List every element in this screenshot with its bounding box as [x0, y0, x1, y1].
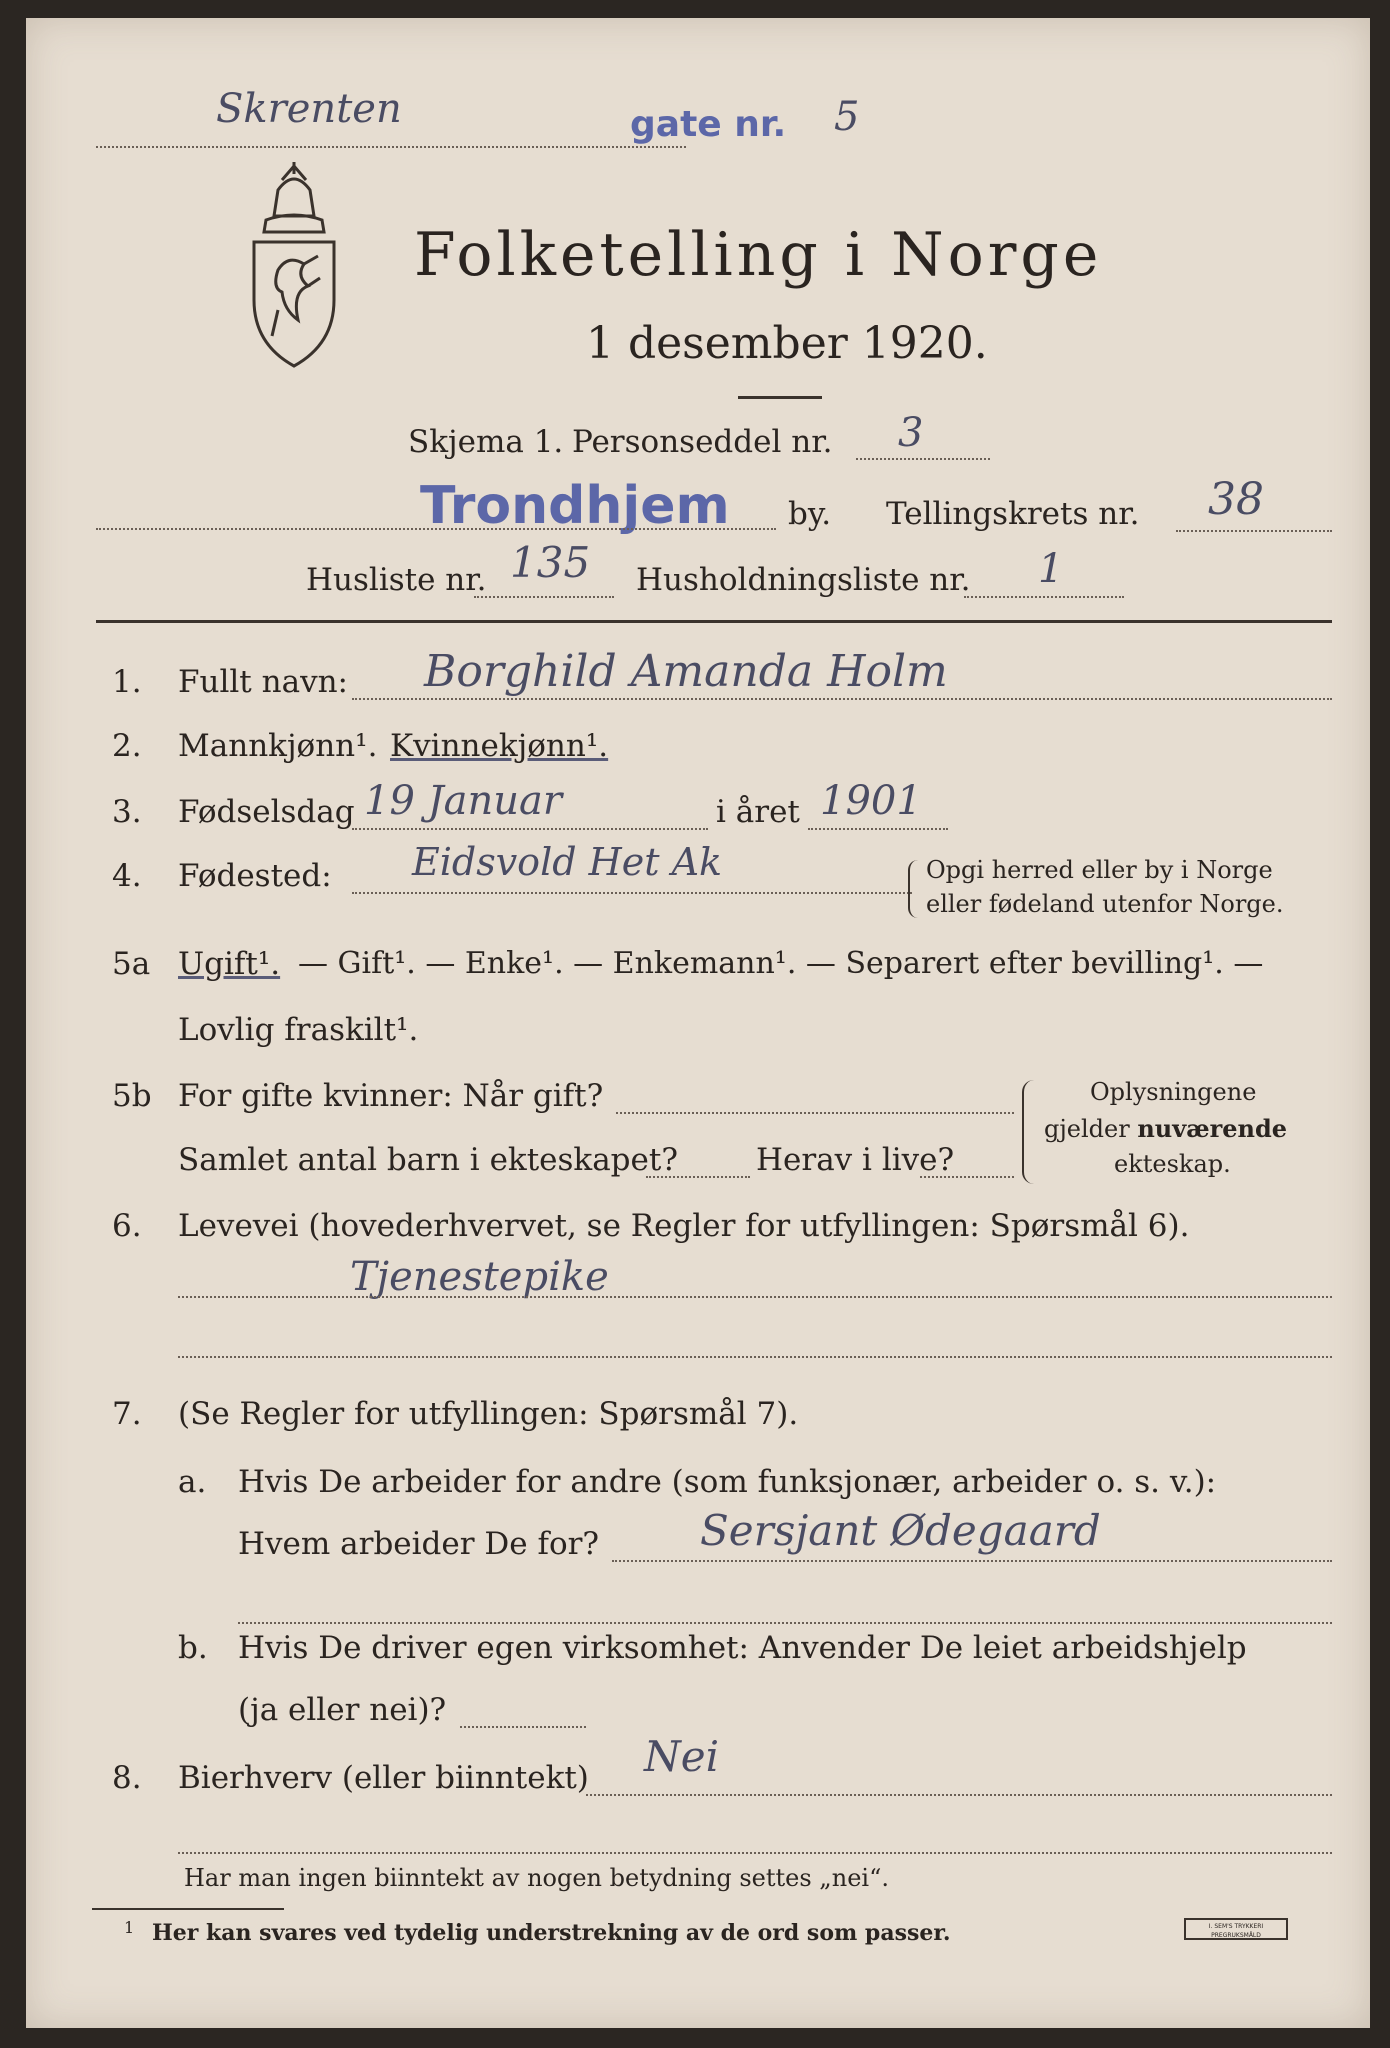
q5a-number: 5a [112, 946, 151, 982]
street-number: 5 [834, 94, 860, 140]
q8-line1 [586, 1794, 1332, 1796]
city-stamp: Trondhjem [420, 476, 730, 536]
q5b-note3: ekteskap. [1114, 1150, 1231, 1178]
personseddel-line [856, 458, 990, 460]
q7b-line [460, 1726, 586, 1728]
q5b-line1 [616, 1112, 1014, 1114]
q2-number: 2. [112, 728, 142, 764]
personseddel-value: 3 [898, 410, 924, 456]
q5a-ugift: Ugift¹. [178, 946, 281, 982]
q4-brace [908, 860, 918, 918]
q5b-note2 [1044, 1114, 1287, 1143]
skjema-label: Skjema 1. [408, 424, 564, 460]
q3-number: 3. [112, 794, 142, 830]
q5a-line2: Lovlig fraskilt¹. [178, 1012, 419, 1048]
city-line [96, 528, 776, 530]
footnote-rule [92, 1908, 284, 1910]
q5b-line3 [920, 1176, 1014, 1178]
q5b-number: 5b [112, 1078, 152, 1114]
q8-number: 8. [112, 1760, 142, 1796]
q3-day-line [352, 828, 708, 830]
husliste-value: 135 [510, 538, 591, 587]
q4-number: 4. [112, 858, 142, 894]
q5b-label3: Herav i live? [756, 1142, 955, 1178]
tellingskrets-value: 38 [1208, 474, 1264, 525]
q2-male: Mannkjønn¹. [178, 728, 378, 764]
q7b-text: Hvis De driver egen virksomhet: Anvender De leiet arbeidshjelp [238, 1630, 1247, 1666]
q2-female: Kvinnekjønn¹. [390, 728, 609, 764]
q3-day: 19 Januar [364, 778, 562, 824]
footnote-mark: 1 [124, 1918, 135, 1937]
q6-number: 6. [112, 1208, 142, 1244]
q1-value: Borghild Amanda Holm [424, 646, 948, 697]
q5b-label1: For gifte kvinner: Når gift? [178, 1078, 604, 1114]
printer-mark-line1: I. SEM'S TRYKKERI [1208, 1923, 1264, 1930]
q7a-text: Hvis De arbeider for andre (som funksjonær, arbeider o. s. v.): [238, 1464, 1217, 1500]
q3-year-label: i året [716, 794, 800, 830]
q1-line [352, 698, 1332, 700]
q1-number: 1. [112, 664, 142, 700]
street-dotted-line [96, 146, 686, 148]
q5b-line2 [646, 1176, 750, 1178]
q7a-line2 [238, 1622, 1332, 1624]
q4-note-line1: Opgi herred eller by i Norge [926, 856, 1273, 884]
q6-value: Tjenestepike [350, 1254, 609, 1300]
q4-line [352, 892, 912, 894]
by-label: by. [788, 496, 832, 532]
printer-mark-line2: PREGRUKSMÅLD [1211, 1932, 1261, 1939]
q7b-label2: (ja eller nei)? [238, 1692, 447, 1728]
husholdning-line [964, 596, 1124, 598]
q6-line1 [178, 1296, 1332, 1298]
q7a-value: Sersjant Ødegaard [700, 1506, 1101, 1555]
q6-line2 [178, 1356, 1332, 1358]
q4-note-line2: eller fødeland utenfor Norge. [926, 890, 1284, 918]
q3-year: 1901 [820, 778, 922, 824]
tellingskrets-line [1176, 530, 1332, 532]
personseddel-label: Personseddel nr. [572, 424, 833, 460]
q6-label: Levevei (hovederhvervet, se Regler for utfyllingen: Spørsmål 6). [178, 1208, 1190, 1244]
q7-number: 7. [112, 1396, 142, 1432]
printer-mark [1184, 1918, 1288, 1940]
street-handwritten: Skrenten [216, 86, 402, 132]
footnote-text [152, 1920, 951, 1946]
q3-year-line [808, 828, 948, 830]
q7b-letter: b. [178, 1630, 208, 1666]
husliste-line [474, 596, 614, 598]
q7a-letter: a. [178, 1464, 207, 1500]
footnote-part-a: Her kan svares ved [152, 1920, 395, 1946]
footnote-part-b: tydelig understrekning [394, 1920, 679, 1946]
q7a-line1 [612, 1560, 1332, 1562]
husliste-label: Husliste nr. [306, 562, 487, 598]
form-title: Folketelling i Norge [414, 220, 1103, 290]
q5b-note1: Oplysningene [1090, 1078, 1257, 1106]
form-date: 1 desember 1920. [586, 318, 988, 369]
footnote-part-c: av de ord som passer. [678, 1920, 951, 1946]
q8-value: Nei [644, 1732, 720, 1781]
husholdning-value: 1 [1038, 546, 1064, 592]
header-rule [96, 620, 1332, 623]
q3-label: Fødselsdag [178, 794, 355, 830]
q4-label: Fødested: [178, 858, 332, 894]
coat-of-arms-icon [248, 160, 340, 370]
husholdning-label: Husholdningsliste nr. [636, 562, 971, 598]
q5a-options: — Gift¹. — Enke¹. — Enkemann¹. — Separert efter bevilling¹. — [298, 946, 1264, 981]
q8-line2 [178, 1852, 1332, 1854]
footer-note: Har man ingen biinntekt av nogen betydning settes „nei“. [184, 1864, 889, 1892]
q8-label: Bierhverv (eller biinntekt) [178, 1760, 589, 1796]
q1-label: Fullt navn: [178, 664, 348, 700]
q4-value: Eidsvold Het Ak [412, 840, 723, 884]
street-stamp: gate nr. [630, 104, 787, 145]
census-form [26, 18, 1370, 2028]
title-divider [738, 396, 822, 399]
q5b-label2: Samlet antal barn i ekteskapet? [178, 1142, 678, 1178]
tellingskrets-label: Tellingskrets nr. [886, 496, 1140, 532]
q5b-brace [1022, 1080, 1034, 1184]
q5b-note2-bold: nuværende [1137, 1114, 1288, 1143]
q7a-label2: Hvem arbeider De for? [238, 1526, 600, 1562]
q7-label: (Se Regler for utfyllingen: Spørsmål 7). [178, 1396, 799, 1432]
q5b-note2-text: gjelder [1044, 1115, 1138, 1143]
